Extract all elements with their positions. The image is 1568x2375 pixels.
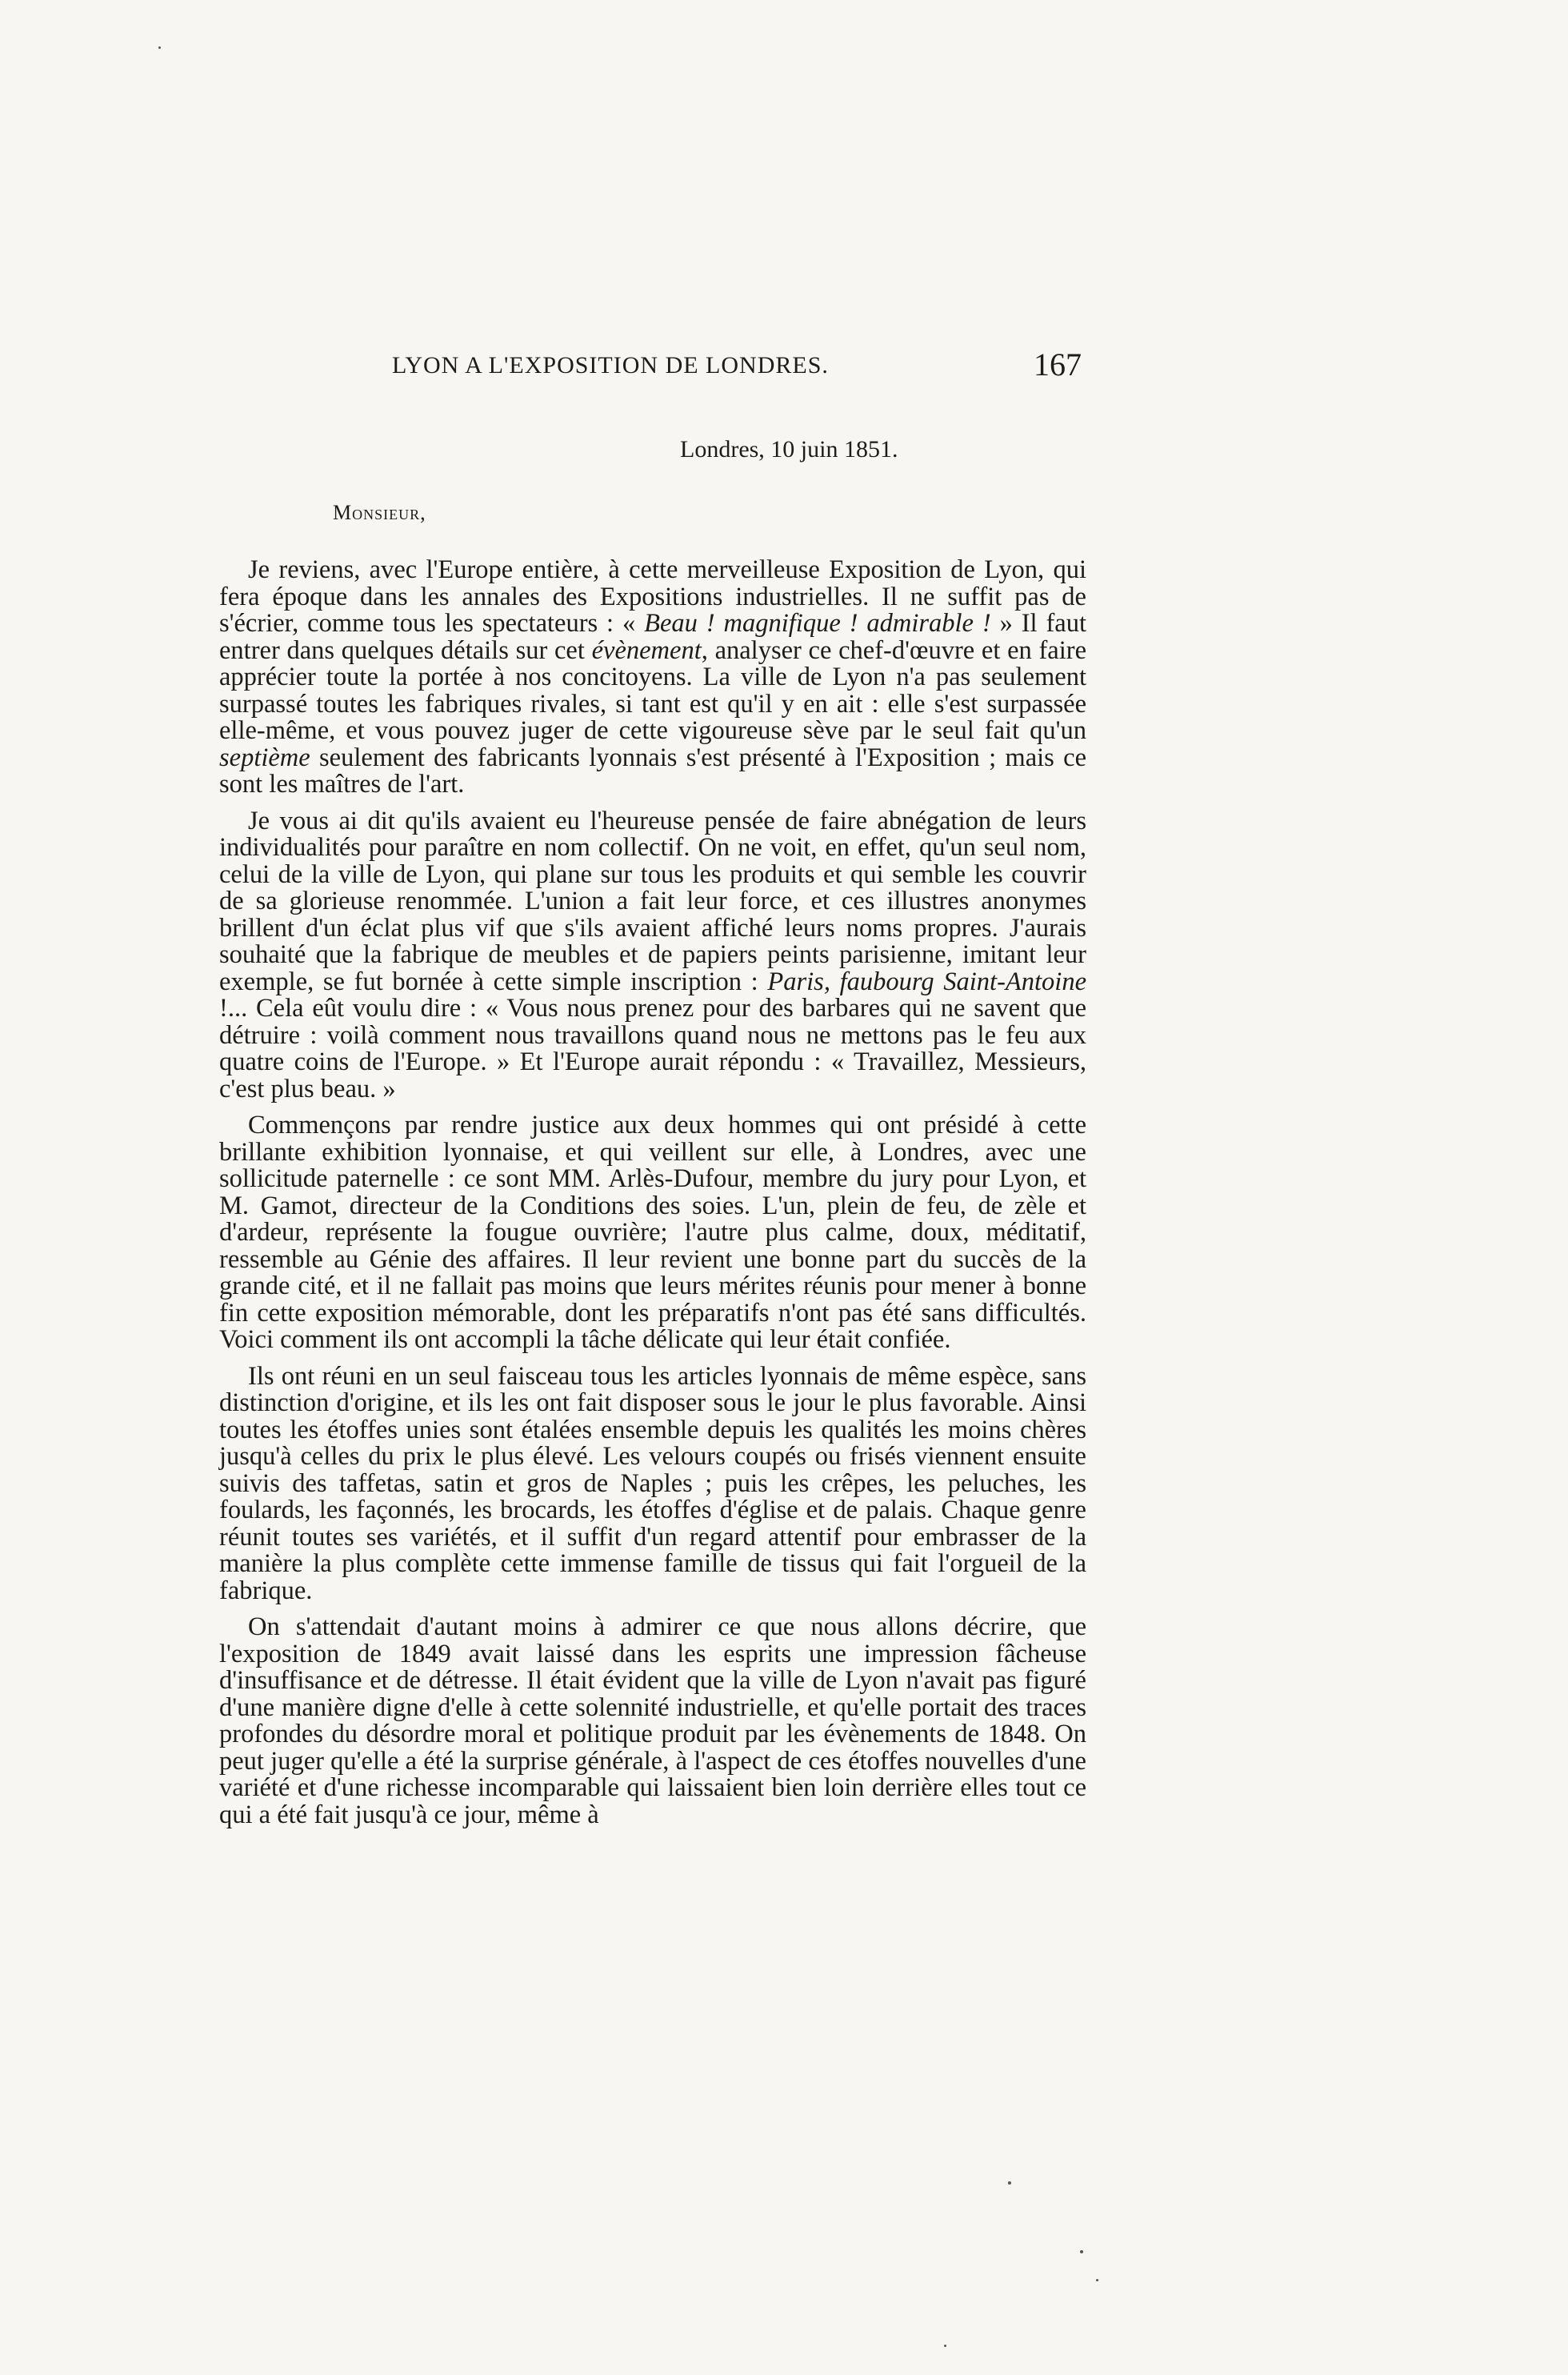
paragraph-1-text-b: » Il faut entrer dans quelques détails sur cet	[219, 609, 1086, 665]
paragraph-4	[219, 1361, 1086, 1605]
paragraph-3-text: Commençons par rendre justice aux deux hommes qui ont présidé à cette brillante exhibition lyonnaise, et qui veillent sur elle, à Londres, avec une sollicitude paternelle : ce sont MM. Arlès-Dufour, membre du jury pour Lyon, et M. Gamot, directeur de la Conditions des soies. L'un, plein de feu, de zèle et d'ardeur, représente la fougue ouvrière; l'autre plus calme, doux, méditatif, ressemble au Génie des affaires. Il leur revient une bonne part du succès de la grande cité, et il ne fallait pas moins que leurs mérites réunis pour mener à bonne fin cette exposition mémorable, dont les préparatifs n'ont pas été sans difficultés. Voici comment ils ont accompli la tâche délicate qui leur était confiée.	[219, 1111, 1086, 1354]
paragraph-5-text: On s'attendait d'autant moins à admirer ce que nous allons décrire, que l'exposition de 1849 avait laissé dans les esprits une impression fâcheuse d'insuffisance et de détresse. Il était évident que la ville de Lyon n'avait pas figuré d'une manière digne d'elle à cette solennité industrielle, et qu'elle portait des traces profondes du désordre moral et politique produit par les évènements de 1848. On peut juger qu'elle a été la surprise générale, à l'aspect de ces étoffes nouvelles d'une variété et d'une richesse incomparable qui laissaient bien loin derrière elles tout ce qui a été fait jusqu'à ce jour, même à	[219, 1612, 1086, 1829]
paragraph-1-italic-septieme: septième	[219, 743, 310, 772]
paragraph-1-text-a: Je reviens, avec l'Europe entière, à cette merveilleuse Exposition de Lyon, qui fera époque dans les annales des Expositions industrielles. Il ne suffit pas de s'écrier, comme tous les spectateurs : «	[219, 555, 1086, 638]
scan-speck	[1008, 2181, 1011, 2185]
running-title: LYON A L'EXPOSITION DE LONDRES.	[392, 352, 829, 378]
letter-dateline: Londres, 10 juin 1851.	[680, 436, 898, 463]
paragraph-4-text: Ils ont réuni en un seul faisceau tous les articles lyonnais de même espèce, sans distinction d'origine, et ils les ont fait disposer sous le jour le plus favorable. Ainsi toutes les étoffes unies sont étalées ensemble depuis les qualités les moins chères jusqu'à celles du prix le plus élevé. Les velours coupés ou frisés viennent ensuite suivis des taffetas, satin et gros de Naples ; puis les crêpes, les peluches, les foulards, les façonnés, les brocards, les étoffes d'église et de palais. Chaque genre réunit toutes ses variétés, et il suffit d'un regard attentif pour embrasser de la manière la plus complète cette immense famille de tissus qui fait l'orgueil de la fabrique.	[219, 1361, 1086, 1605]
paragraph-1-italic-exclamation: Beau ! magnifique ! admirable !	[644, 609, 991, 638]
paragraph-5	[219, 1614, 1086, 1828]
paragraph-3	[219, 1112, 1086, 1354]
paragraph-1-text-c: , analyser ce chef-d'œuvre et en faire apprécier toute la portée à nos concitoyens. La ville de Lyon n'a pas seulement surpassé toutes les fabriques rivales, si tant est qu'il y en ait : elle s'est surpassée elle-même, et vous pouvez juger de cette vigoureuse sève par le seul fait qu'un	[219, 635, 1086, 745]
paragraph-1	[219, 557, 1086, 799]
paragraph-2-text-b: !... Cela eût voulu dire : « Vous nous prenez pour des barbares qui ne savent que détruire : voilà comment nous travaillons quand nous ne mettons pas le feu aux quatre coins de l'Europe. » Et l'Europe aurait répondu : « Travaillez, Messieurs, c'est plus beau. »	[219, 994, 1086, 1103]
letter-salutation: Monsieur,	[333, 501, 426, 524]
paragraph-2-italic-paris: Paris, faubourg Saint-Antoine	[767, 967, 1086, 996]
paragraph-2-text-a: Je vous ai dit qu'ils avaient eu l'heureuse pensée de faire abnégation de leurs individualités pour paraître en nom collectif. On ne voit, en effet, qu'un seul nom, celui de la ville de Lyon, qui plane sur tous les produits et qui semble les couvrir de sa glorieuse renommée. L'union a fait leur force, et ces illustres anonymes brillent d'un éclat plus vif que s'ils avaient affiché leurs noms propres. J'aurais souhaité que la fabrique de meubles et de papiers peints parisienne, imitant leur exemple, se fut bornée à cette simple inscription :	[219, 806, 1086, 996]
scan-speck	[944, 2345, 946, 2347]
paragraph-1-text-d: seulement des fabricants lyonnais s'est présenté à l'Exposition ; mais ce sont les maîtres de l'art.	[219, 743, 1086, 799]
scan-speck	[1096, 2279, 1098, 2281]
paragraph-1-italic-evenement: évènement	[591, 635, 702, 665]
scan-speck	[1080, 2250, 1083, 2253]
letter-body	[219, 557, 1086, 1838]
scan-speck	[158, 46, 161, 49]
page-number: 167	[1034, 346, 1082, 382]
paragraph-2	[219, 808, 1086, 1103]
